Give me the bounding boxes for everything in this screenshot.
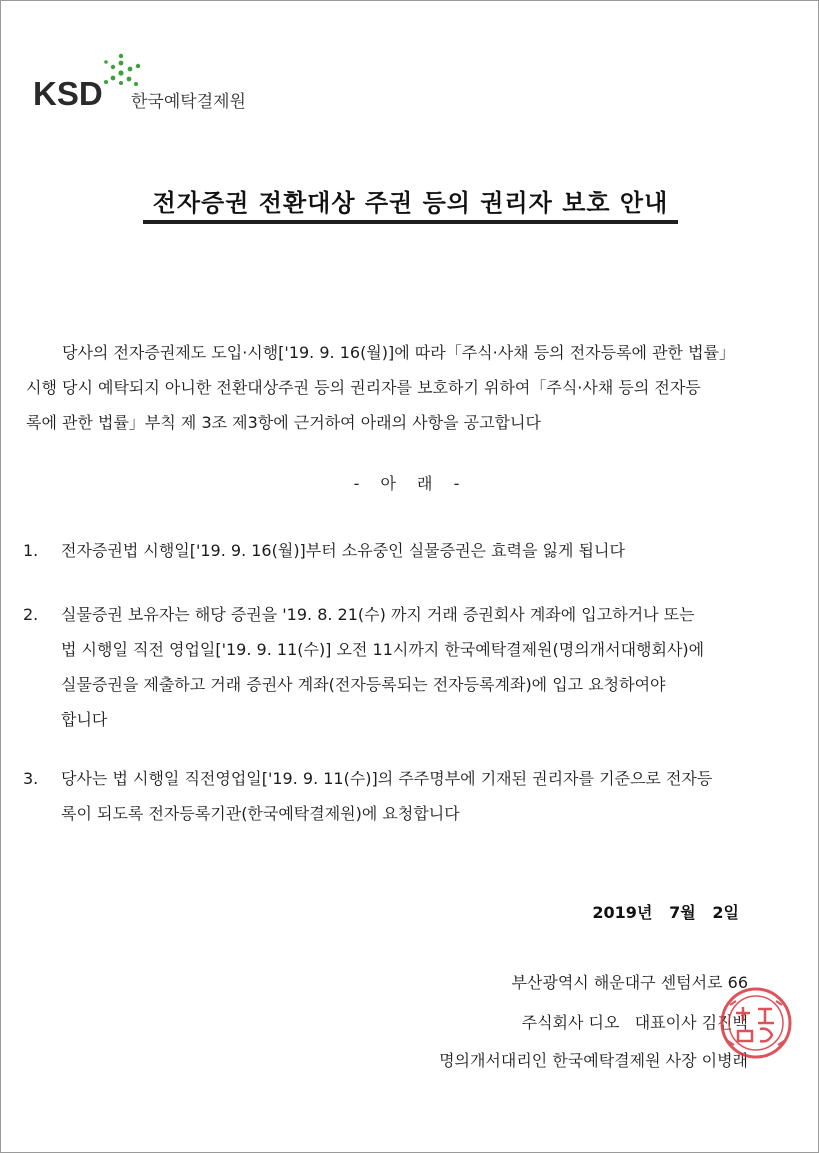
list-item: [23, 761, 813, 831]
item-line: 합니다: [61, 710, 108, 729]
item-number: 3.: [23, 769, 39, 788]
item-number: 1.: [23, 541, 39, 560]
list-item: [23, 597, 813, 737]
ksd-logo: [33, 53, 293, 113]
notice-date: 2019년 7월 2일: [592, 903, 739, 922]
logo-abbreviation: KSD: [33, 75, 103, 112]
notice-heading: - 아 래 -: [353, 474, 468, 493]
item-line: 법 시행일 직전 영업일['19. 9. 11(수)] 오전 11시까지 한국예탁결제원(명의개서대행회사)에: [61, 640, 705, 659]
company-representative: 주식회사 디오 대표이사 김진백: [521, 1013, 748, 1032]
document-title: 전자증권 전환대상 주권 등의 권리자 보호 안내: [152, 189, 669, 217]
item-number: 2.: [23, 605, 39, 624]
logo-organization-name: 한국예탁결제원: [131, 92, 246, 112]
item-line: 당사는 법 시행일 직전영업일['19. 9. 11(수)]의 주주명부에 기재된 권리자를 기준으로 전자등: [61, 769, 713, 788]
company-seal-stamp: [706, 983, 806, 1063]
intro-line: 시행 당시 예탁되지 아니한 전환대상주권 등의 권리자를 보호하기 위하여「주식·사채 등의 전자등: [26, 378, 701, 397]
company-address: 부산광역시 해운대구 센텀서로 66: [511, 973, 748, 992]
intro-line: 당사의 전자증권제도 도입·시행['19. 9. 16(월)]에 따라「주식·사채 등의 전자등록에 관한 법률」: [62, 343, 735, 362]
intro-paragraph: [26, 335, 801, 440]
title-underline: [143, 220, 678, 224]
transfer-agent: 명의개서대리인 한국예탁결제원 사장 이병래: [439, 1051, 748, 1070]
intro-line: 록에 관한 법률」부칙 제 3조 제3항에 근거하여 아래의 사항을 공고합니다: [26, 413, 541, 432]
list-item: [23, 533, 813, 568]
item-line: 전자증권법 시행일['19. 9. 16(월)]부터 소유중인 실물증권은 효력을 잃게 됩니다: [61, 541, 625, 560]
item-line: 실물증권 보유자는 해당 증권을 '19. 8. 21(수) 까지 거래 증권회사 계좌에 입고하거나 또는: [61, 605, 695, 624]
item-line: 록이 되도록 전자등록기관(한국예탁결제원)에 요청합니다: [61, 804, 460, 823]
item-line: 실물증권을 제출하고 거래 증권사 계좌(전자등록되는 전자등록계좌)에 입고 요청하여야: [61, 675, 666, 694]
